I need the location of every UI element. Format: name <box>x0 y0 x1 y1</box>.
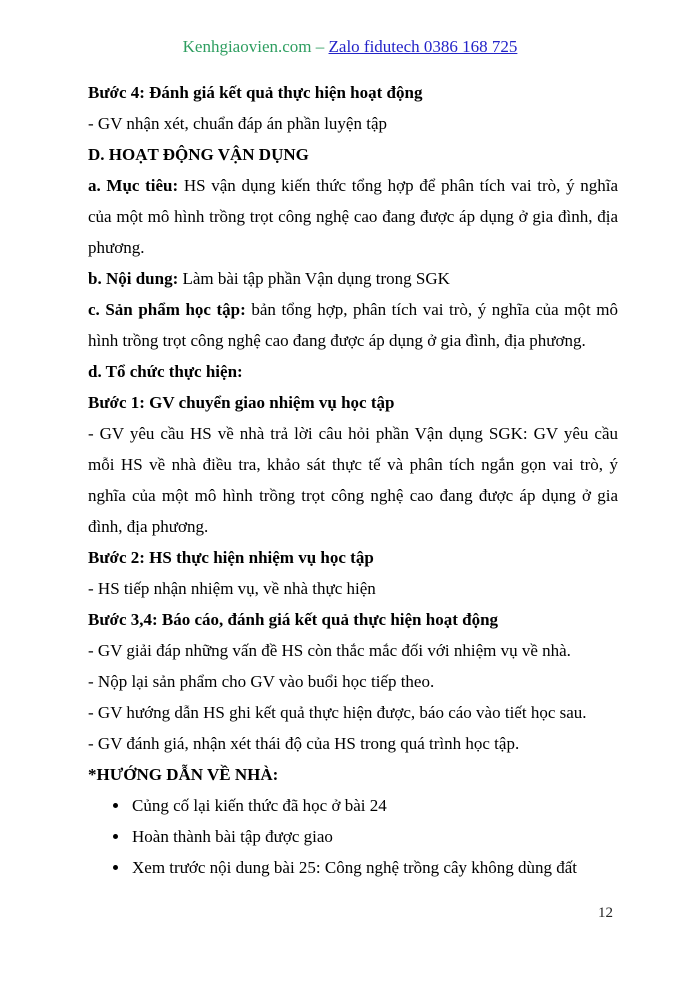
homework-item: • Hoàn thành bài tập được giao <box>130 821 618 852</box>
paragraph-lead: b. Nội dung: <box>88 269 179 288</box>
running-header <box>0 36 700 58</box>
page-number: 12 <box>598 905 613 921</box>
header-separator: – <box>311 37 329 56</box>
paragraph: - GV hướng dẫn HS ghi kết quả thực hiện được, báo cáo vào tiết học sau. <box>88 703 587 722</box>
homework-item: • Củng cố lại kiến thức đã học ở bài 24 <box>130 790 618 821</box>
paragraph: D. HOẠT ĐỘNG VẬN DỤNG <box>88 145 309 164</box>
paragraph-lead: a. Mục tiêu: <box>88 176 179 195</box>
zalo-contact-link[interactable]: Zalo fidutech 0386 168 725 <box>328 37 518 56</box>
paragraph: - HS tiếp nhận nhiệm vụ, về nhà thực hiện <box>88 579 376 598</box>
paragraph: Bước 3,4: Báo cáo, đánh giá kết quả thực hiện hoạt động <box>88 610 499 629</box>
document-content <box>88 77 618 883</box>
site-name-text: Kenhgiaovien.com <box>182 37 312 56</box>
paragraph: Bước 1: GV chuyển giao nhiệm vụ học tập <box>88 393 395 412</box>
homework-list <box>88 790 618 883</box>
paragraph: Bước 2: HS thực hiện nhiệm vụ học tập <box>88 548 374 567</box>
paragraph: d. Tổ chức thực hiện: <box>88 362 243 381</box>
paragraph: b. Nội dung: Làm bài tập phần Vận dụng trong SGK <box>88 269 450 288</box>
paragraph: *HƯỚNG DẪN VỀ NHÀ: <box>88 765 279 784</box>
paragraph-lead: c. Sản phẩm học tập: <box>88 300 246 319</box>
homework-item: • Xem trước nội dung bài 25: Công nghệ trồng cây không dùng đất <box>130 852 618 883</box>
paragraph: - Nộp lại sản phẩm cho GV vào buổi học tiếp theo. <box>88 672 435 691</box>
paragraph: - GV nhận xét, chuẩn đáp án phần luyện tập <box>88 114 387 133</box>
paragraph: - GV yêu cầu HS về nhà trả lời câu hỏi phần Vận dụng SGK: GV yêu cầu mỗi HS về nhà điều tra, khảo sát thực tế và phân tích ngắn gọn vai trò, ý nghĩa của một mô hình trồng trọt công nghệ cao đang được áp dụng ở gia đình, địa phương. <box>88 424 618 536</box>
document-body <box>88 77 618 790</box>
paragraph: - GV đánh giá, nhận xét thái độ của HS trong quá trình học tập. <box>88 734 520 753</box>
paragraph: a. Mục tiêu: HS vận dụng kiến thức tổng hợp để phân tích vai trò, ý nghĩa của một mô hình trồng trọt công nghệ cao đang được áp dụng ở gia đình, địa phương. <box>88 176 619 257</box>
paragraph: - GV giải đáp những vấn đề HS còn thắc mắc đối với nhiệm vụ về nhà. <box>88 641 571 660</box>
paragraph: Bước 4: Đánh giá kết quả thực hiện hoạt động <box>88 83 423 102</box>
paragraph: c. Sản phẩm học tập: bản tổng hợp, phân tích vai trò, ý nghĩa của một mô hình trồng trọt công nghệ cao đang được áp dụng ở gia đình, địa phương. <box>88 300 618 350</box>
